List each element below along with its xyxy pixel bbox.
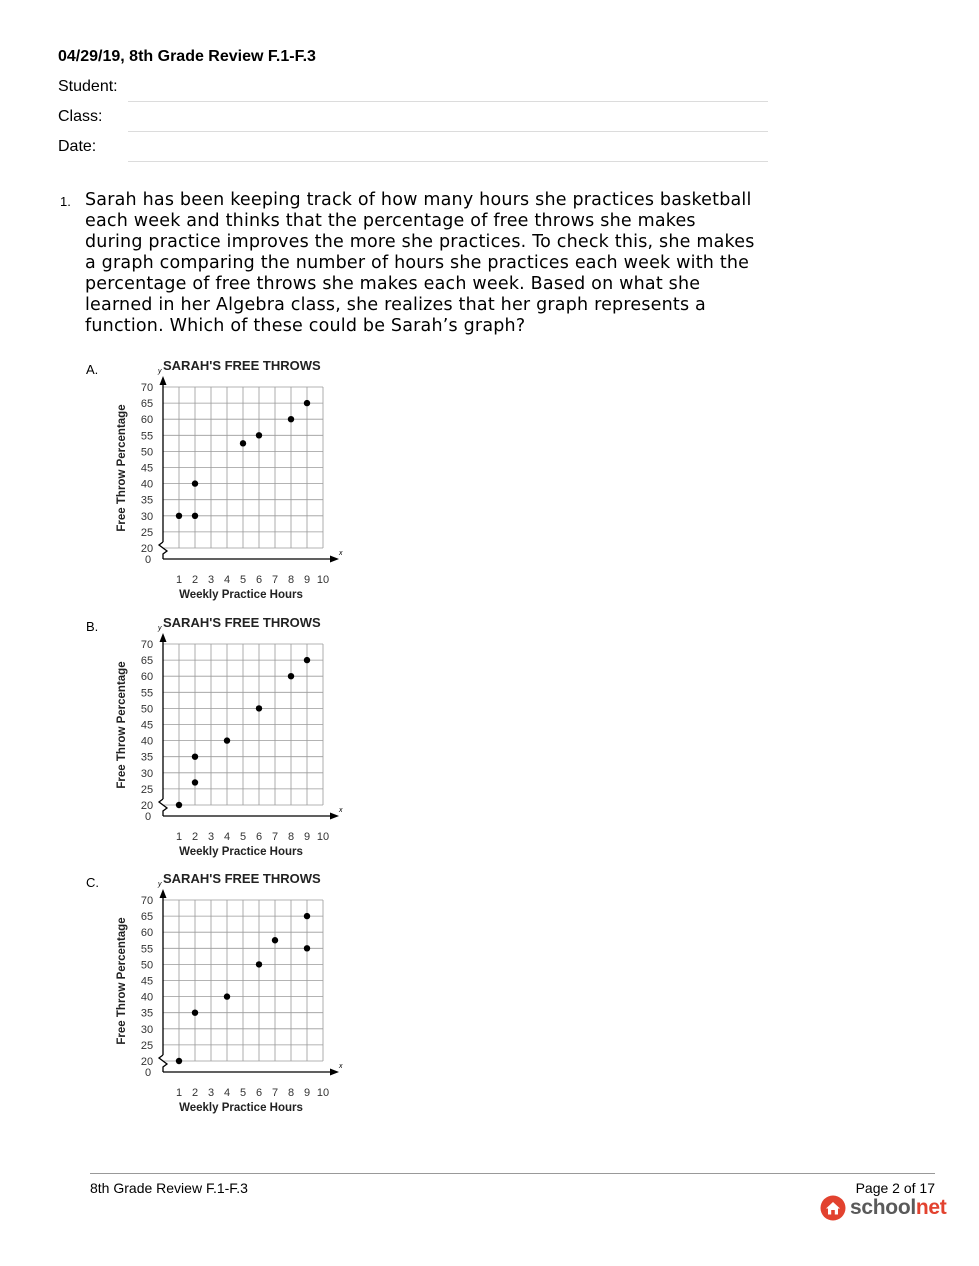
y-tick-label: 50 — [140, 703, 154, 716]
x-axis-letter: x — [339, 550, 343, 557]
y-axis-letter: y — [158, 881, 162, 888]
schoolnet-logo — [820, 1193, 947, 1223]
y-axis-letter: y — [158, 368, 162, 375]
data-point — [224, 993, 230, 999]
data-point — [256, 705, 262, 711]
y-axis-break — [159, 1055, 167, 1072]
y-tick-label: 70 — [140, 382, 154, 394]
y-tick-label: 30 — [140, 767, 154, 780]
y-tick-label: 20 — [140, 543, 154, 555]
x-tick-label: 4 — [223, 574, 231, 586]
origin-label: 0 — [144, 554, 152, 566]
data-point — [304, 913, 310, 919]
y-tick-label: 25 — [140, 526, 154, 539]
y-tick-label: 45 — [140, 462, 154, 475]
data-point — [288, 673, 294, 679]
y-tick-label: 70 — [140, 895, 154, 907]
student-line — [128, 101, 768, 102]
y-tick-label: 40 — [140, 735, 154, 748]
y-tick-label: 65 — [140, 911, 154, 924]
graph-option-a[interactable] — [108, 354, 348, 604]
y-axis-arrow — [160, 889, 167, 898]
page-number: Page 2 of 17 — [855, 1180, 935, 1196]
y-axis-label: Free Throw Percentage — [116, 661, 128, 789]
x-tick-label: 5 — [239, 574, 247, 586]
y-tick-label: 60 — [140, 414, 154, 427]
chart-title: SARAH'S FREE THROWS — [163, 871, 321, 886]
origin-label: 0 — [144, 811, 152, 823]
option-a-letter[interactable]: A. — [86, 362, 99, 377]
y-tick-label: 40 — [140, 991, 154, 1004]
option-b-letter[interactable]: B. — [86, 619, 99, 634]
question-line: each week and thinks that the percentage of free throws she makes — [85, 211, 696, 231]
student-label: Student: — [58, 78, 118, 95]
y-axis-label: Free Throw Percentage — [116, 917, 128, 1045]
question-line: learned in her Algebra class, she realizes that her graph represents a — [85, 295, 706, 315]
y-tick-label: 20 — [140, 800, 154, 812]
data-point — [192, 480, 198, 486]
x-tick-label: 6 — [255, 574, 263, 586]
x-tick-label: 1 — [175, 1087, 183, 1099]
y-tick-label: 45 — [140, 975, 154, 988]
x-tick-label: 2 — [191, 831, 199, 843]
x-axis-letter: x — [339, 807, 343, 814]
question-number: 1. — [60, 194, 71, 209]
x-tick-label: 3 — [207, 574, 215, 586]
y-tick-label: 60 — [140, 927, 154, 940]
data-point — [288, 416, 294, 422]
y-axis-break — [159, 542, 167, 559]
y-tick-label: 20 — [140, 1056, 154, 1068]
x-axis-arrow — [330, 813, 339, 820]
x-axis-label: Weekly Practice Hours — [179, 1102, 303, 1114]
date-label: Date: — [58, 138, 97, 155]
x-tick-label: 9 — [303, 831, 311, 843]
data-point — [304, 657, 310, 663]
y-axis-label: Free Throw Percentage — [116, 404, 128, 532]
y-tick-label: 55 — [140, 430, 154, 443]
x-tick-label: 7 — [271, 831, 279, 843]
x-tick-label: 10 — [316, 831, 330, 843]
graph-option-b[interactable] — [108, 611, 348, 861]
chart-title: SARAH'S FREE THROWS — [163, 615, 321, 630]
x-tick-label: 1 — [175, 831, 183, 843]
y-tick-label: 40 — [140, 478, 154, 491]
y-tick-label: 30 — [140, 510, 154, 523]
data-point — [256, 432, 262, 438]
x-axis-label: Weekly Practice Hours — [179, 846, 303, 858]
question-line: function. Which of these could be Sarah’s graph? — [85, 316, 526, 336]
x-tick-label: 6 — [255, 831, 263, 843]
y-tick-label: 65 — [140, 398, 154, 411]
x-tick-label: 10 — [316, 574, 330, 586]
data-point — [272, 937, 278, 943]
footer-divider — [90, 1173, 935, 1174]
y-tick-label: 35 — [140, 494, 154, 507]
x-tick-label: 7 — [271, 574, 279, 586]
y-axis-break — [159, 799, 167, 816]
y-tick-label: 60 — [140, 671, 154, 684]
x-tick-label: 10 — [316, 1087, 330, 1099]
y-tick-label: 35 — [140, 751, 154, 764]
logo-text: schoolnet — [850, 1196, 947, 1219]
data-point — [224, 737, 230, 743]
chart-title: SARAH'S FREE THROWS — [163, 358, 321, 373]
data-point — [304, 945, 310, 951]
class-line — [128, 131, 768, 132]
schoolnet-house-icon — [820, 1195, 846, 1221]
y-tick-label: 55 — [140, 687, 154, 700]
data-point — [192, 754, 198, 760]
x-tick-label: 1 — [175, 574, 183, 586]
class-label: Class: — [58, 108, 103, 125]
x-tick-label: 4 — [223, 831, 231, 843]
y-tick-label: 65 — [140, 655, 154, 668]
data-point — [192, 1010, 198, 1016]
data-point — [192, 779, 198, 785]
x-tick-label: 2 — [191, 1087, 199, 1099]
assessment-title: 04/29/19, 8th Grade Review F.1-F.3 — [58, 48, 316, 65]
y-tick-label: 45 — [140, 719, 154, 732]
date-line — [128, 161, 768, 162]
x-tick-label: 8 — [287, 574, 295, 586]
x-axis-letter: x — [339, 1063, 343, 1070]
footer-title: 8th Grade Review F.1-F.3 — [90, 1180, 248, 1196]
x-tick-label: 2 — [191, 574, 199, 586]
y-axis-arrow — [160, 376, 167, 385]
x-tick-label: 3 — [207, 1087, 215, 1099]
question-line: Sarah has been keeping track of how many hours she practices basketball — [85, 190, 752, 210]
x-tick-label: 5 — [239, 1087, 247, 1099]
x-tick-label: 5 — [239, 831, 247, 843]
y-tick-label: 35 — [140, 1007, 154, 1020]
origin-label: 0 — [144, 1067, 152, 1079]
question-line: a graph comparing the number of hours she practices each week with the — [85, 253, 750, 273]
x-tick-label: 3 — [207, 831, 215, 843]
x-axis-arrow — [330, 556, 339, 563]
question-text — [85, 190, 785, 337]
y-tick-label: 25 — [140, 1039, 154, 1052]
x-tick-label: 9 — [303, 1087, 311, 1099]
y-tick-label: 25 — [140, 783, 154, 796]
option-c-letter[interactable]: C. — [86, 875, 99, 890]
y-tick-label: 70 — [140, 639, 154, 651]
y-tick-label: 30 — [140, 1023, 154, 1036]
data-point — [256, 961, 262, 967]
x-axis-arrow — [330, 1069, 339, 1076]
data-point — [176, 802, 182, 808]
x-tick-label: 9 — [303, 574, 311, 586]
data-point — [192, 513, 198, 519]
data-point — [304, 400, 310, 406]
question-line: during practice improves the more she practices. To check this, she makes — [85, 232, 755, 252]
question-line: percentage of free throws she makes each week. Based on what she — [85, 274, 701, 294]
y-axis-letter: y — [158, 625, 162, 632]
data-point — [176, 513, 182, 519]
x-tick-label: 6 — [255, 1087, 263, 1099]
x-tick-label: 8 — [287, 831, 295, 843]
y-tick-label: 50 — [140, 959, 154, 972]
graph-option-c[interactable] — [108, 867, 348, 1117]
x-axis-label: Weekly Practice Hours — [179, 589, 303, 601]
data-point — [240, 440, 246, 446]
data-point — [176, 1058, 182, 1064]
x-tick-label: 8 — [287, 1087, 295, 1099]
y-axis-arrow — [160, 633, 167, 642]
x-tick-label: 7 — [271, 1087, 279, 1099]
x-tick-label: 4 — [223, 1087, 231, 1099]
y-tick-label: 55 — [140, 943, 154, 956]
y-tick-label: 50 — [140, 446, 154, 459]
